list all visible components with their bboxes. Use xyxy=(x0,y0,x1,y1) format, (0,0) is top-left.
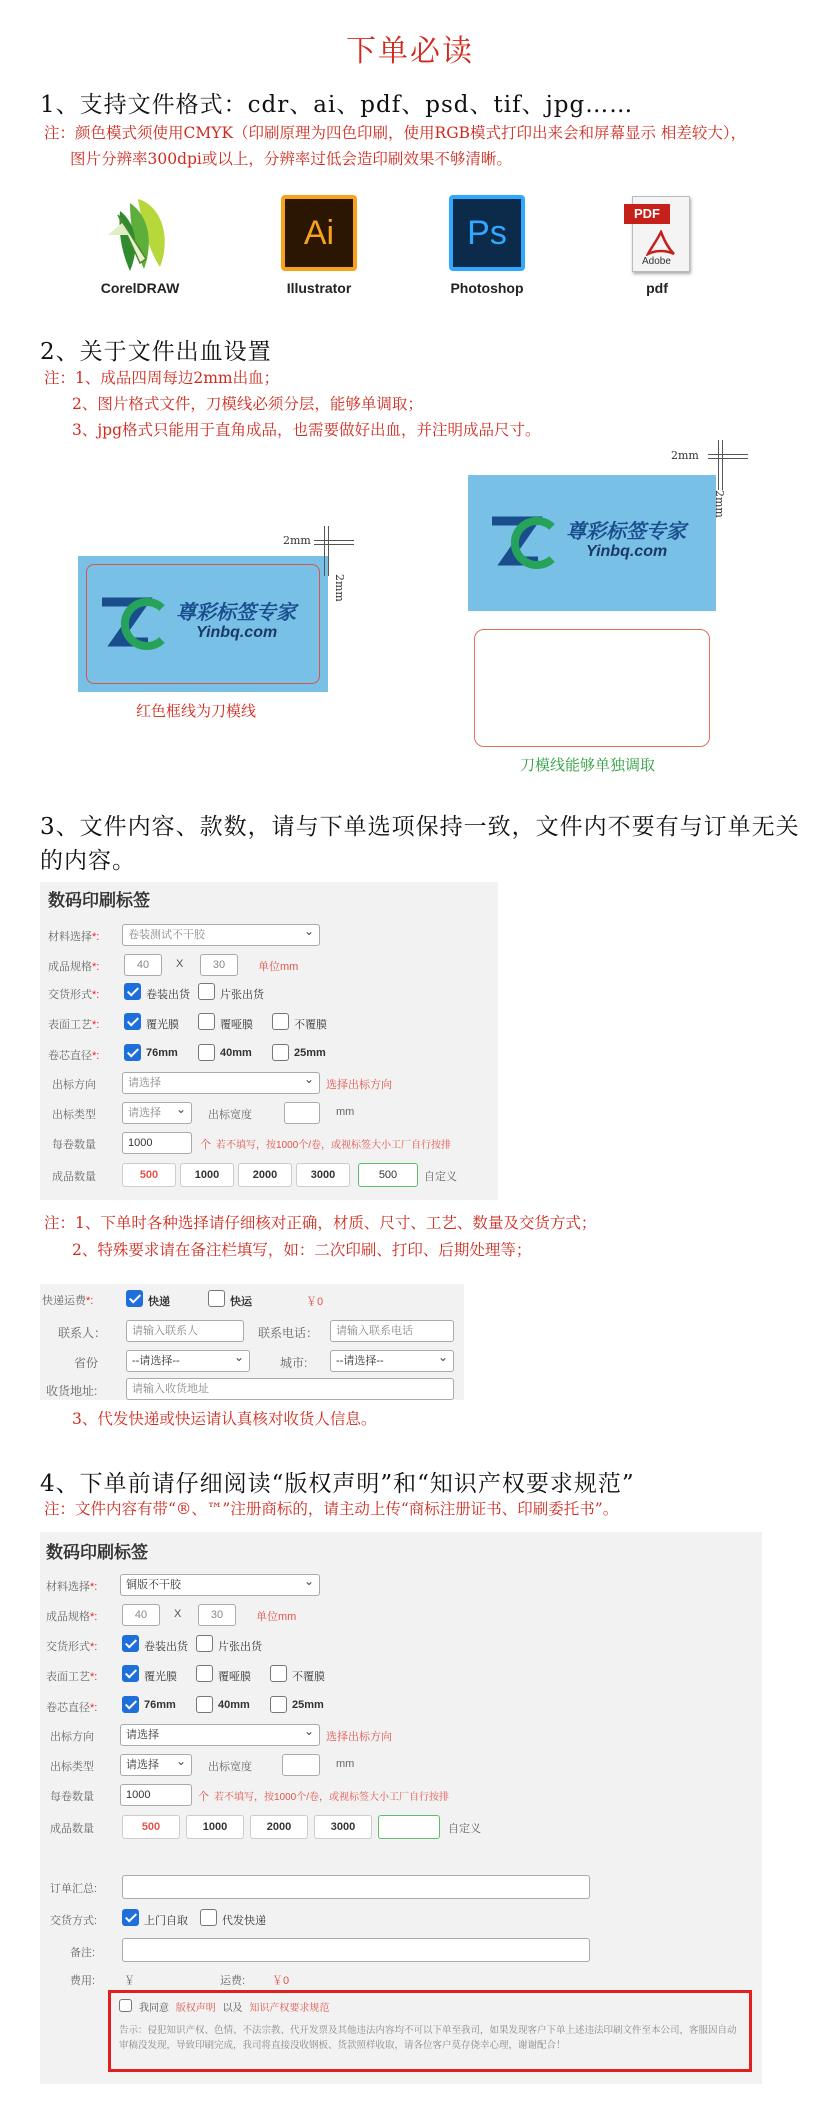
direction-hint: 选择出标方向 xyxy=(326,1079,392,1091)
order-form-2: 数码印刷标签 材料选择*: 铜版不干胶 ⌄ 成品规格*: 40 X 30 单位mm 交货形式*: 卷装出货 片张出货 表面工艺*: 覆光膜 覆哑膜 不覆膜 卷芯直径*: 76mm 40mm 25mm 出标方向 请选择 ⌄ 选择出标方向 出标类型 请选择 ⌄ 出标宽度 mm 每卷数量 1000 个 若不填写，按1000个/卷，或视标签大小工厂自行按排 成品数量 500 1000 2000 3000 自定义 订单汇总: 交货方式: 上门自取 代发快递 备注: 费用: ￥ 运费: ￥0 我同意 版权声明 以及 知识产权要求规范 告示：侵犯知识产权、色情、不法宗教、代开发票及其他违法内容均不可以下单至我司，如果发现客户下单上述违法印刷文件至本公司，客服因自动审稿没发现，导致印刷完成，我司将直接没收钢板、货款照样收取，请各位客户莫存侥幸心理，谢谢配合！ xyxy=(40,1532,762,2084)
material-label: 材料选择 xyxy=(46,1581,90,1593)
section3-note3: 3、代发快递或快运请认真核对收货人信息。 xyxy=(72,1410,377,1428)
roll-checkbox[interactable] xyxy=(124,983,141,1000)
qty-option[interactable]: 500 xyxy=(122,1815,180,1839)
order-form-1: 数码印刷标签 材料选择*: 卷装测试不干胶 ⌄ 成品规格*: 40 X 30 单位mm 交货形式*: 卷装出货 片张出货 表面工艺*: 覆光膜 覆哑膜 不覆膜 卷芯直径*: 76mm 40mm 25mm 出标方向 请选择 ⌄ 选择出标方向 出标类型 请选择 ⌄ 出标宽度 mm 每卷数量 1000 个 若不填写，按1000个/卷，或视标签大小工厂自行按排 成品数量 500 1000 2000 3000 500 自定义 xyxy=(40,882,498,1200)
core-25-label: 25mm xyxy=(292,1699,324,1711)
height-input[interactable]: 30 xyxy=(200,954,238,976)
agree-and: 以及 xyxy=(222,2003,243,2014)
brand-name: 尊彩标签专家 xyxy=(176,602,296,624)
height-input[interactable]: 30 xyxy=(198,1604,236,1626)
per-roll-input[interactable]: 1000 xyxy=(120,1784,192,1806)
core-25-label: 25mm xyxy=(294,1047,326,1059)
section3-heading-line2: 的内容。 xyxy=(40,848,136,874)
width-input[interactable]: 40 xyxy=(124,954,162,976)
phone-label: 联系电话： xyxy=(258,1326,319,1340)
photoshop-icon-text: Ps xyxy=(467,214,507,252)
sheet-label: 片张出货 xyxy=(220,989,264,1001)
type-select[interactable]: 请选择 ⌄ xyxy=(122,1102,192,1124)
province-label: 省份 xyxy=(74,1356,99,1370)
no-film-label: 不覆膜 xyxy=(294,1019,327,1031)
section2-note2: 2、图片格式文件，刀模线必须分层，能够单调取； xyxy=(72,395,423,413)
pdf-icon xyxy=(622,196,692,274)
coreldraw-icon xyxy=(100,195,180,279)
matte-checkbox[interactable] xyxy=(196,1665,213,1682)
type-select[interactable]: 请选择 ⌄ xyxy=(120,1754,192,1776)
label-width-input[interactable] xyxy=(284,1102,320,1124)
phone-input[interactable]: 请输入联系电话 xyxy=(330,1320,454,1342)
quantity-label: 成品数量 xyxy=(50,1823,94,1835)
surface-label: 表面工艺 xyxy=(46,1671,90,1683)
type-label: 出标类型 xyxy=(52,1109,96,1121)
material-select[interactable]: 卷装测试不干胶 ⌄ xyxy=(122,924,320,946)
section3-heading-line1: 3、文件内容、款数，请与下单选项保持一致，文件内不要有与订单无关 xyxy=(40,814,800,840)
agree-checkbox[interactable] xyxy=(119,1999,132,2012)
pdf-badge: PDF xyxy=(624,204,670,224)
roll-checkbox[interactable] xyxy=(122,1635,139,1652)
freight-fee-label: 运费: xyxy=(220,1975,246,1987)
summary-textarea[interactable] xyxy=(122,1875,590,1899)
section1-heading: 1、支持文件格式：cdr、ai、pdf、psd、tif、jpg…… xyxy=(40,92,634,118)
illustrator-icon xyxy=(281,195,357,271)
material-label: 材料选择 xyxy=(48,931,92,943)
custom-qty-label: 自定义 xyxy=(424,1171,457,1183)
section3-note1: 注：1、下单时各种选择请仔细核对正确，材质、尺寸、工艺、数量及交货方式； xyxy=(44,1214,597,1232)
qty-option[interactable]: 1000 xyxy=(180,1163,234,1187)
photoshop-icon xyxy=(449,195,525,271)
core-40-checkbox[interactable] xyxy=(196,1696,213,1713)
caption-die-line: 刀模线能够单独调取 xyxy=(520,756,656,774)
crop-mark-left xyxy=(314,526,354,576)
remark-textarea[interactable] xyxy=(122,1938,590,1962)
per-roll-input[interactable]: 1000 xyxy=(122,1132,192,1154)
contact-label: 联系人： xyxy=(58,1326,107,1340)
gloss-checkbox[interactable] xyxy=(124,1013,141,1030)
core-76-label: 76mm xyxy=(146,1047,178,1059)
core-40-label: 40mm xyxy=(218,1699,250,1711)
bleed-label-h-left: 2mm xyxy=(283,534,311,547)
sheet-label: 片张出货 xyxy=(218,1641,262,1653)
crop-mark-right xyxy=(708,440,748,490)
custom-qty-input[interactable]: 500 xyxy=(358,1163,418,1187)
core-76-label: 76mm xyxy=(144,1699,176,1711)
direction-label: 出标方向 xyxy=(50,1731,94,1743)
freight-checkbox[interactable] xyxy=(208,1290,225,1307)
gloss-label: 覆光膜 xyxy=(146,1019,179,1031)
express-label: 快递 xyxy=(148,1296,170,1308)
label-width-input[interactable] xyxy=(282,1754,320,1776)
illustrator-icon-text: Ai xyxy=(303,214,335,252)
qty-option[interactable]: 2000 xyxy=(238,1163,292,1187)
qty-option[interactable]: 500 xyxy=(122,1163,176,1187)
core-label: 卷芯直径 xyxy=(48,1050,92,1062)
size-unit: 单位mm xyxy=(258,961,299,973)
shipping-form: 快递运费*: 快递 快运 ￥0 联系人： 请输入联系人 联系电话： 请输入联系电话 省份 --请选择-- ⌄ 城市: --请选择-- ⌄ 收货地址: 请输入收货地址 xyxy=(40,1284,464,1400)
pdf-label: pdf xyxy=(646,280,668,296)
photoshop-label: Photoshop xyxy=(450,280,524,296)
qty-option[interactable]: 1000 xyxy=(186,1815,244,1839)
form-title: 数码印刷标签 xyxy=(46,1543,148,1562)
per-roll-hint: 若不填写，按1000个/卷，或视标签大小工厂自行按排 xyxy=(214,1792,450,1803)
copyright-link[interactable]: 版权声明 xyxy=(175,2003,216,2014)
core-25-checkbox[interactable] xyxy=(270,1696,287,1713)
core-76-checkbox[interactable] xyxy=(124,1044,141,1061)
city-select[interactable]: --请选择-- ⌄ xyxy=(330,1350,454,1372)
core-76-checkbox[interactable] xyxy=(122,1696,139,1713)
sheet-checkbox[interactable] xyxy=(196,1635,213,1652)
freight-fee-value: ￥0 xyxy=(272,1975,290,1987)
ship-label: 代发快递 xyxy=(222,1915,266,1927)
qty-option[interactable]: 2000 xyxy=(250,1815,308,1839)
gloss-checkbox[interactable] xyxy=(122,1665,139,1682)
bleed-card-left xyxy=(78,556,328,692)
width-input[interactable]: 40 xyxy=(122,1604,160,1626)
brand-name: 尊彩标签专家 xyxy=(566,521,686,543)
direction-label: 出标方向 xyxy=(52,1079,96,1091)
bleed-label-v-left: 2mm xyxy=(333,574,346,602)
label-width-unit: mm xyxy=(336,1106,355,1118)
ip-policy-link[interactable]: 知识产权要求规范 xyxy=(249,2003,330,2014)
bleed-label-h-right: 2mm xyxy=(671,449,699,462)
summary-label: 订单汇总: xyxy=(50,1883,98,1895)
per-roll-label: 每卷数量 xyxy=(52,1139,96,1151)
agree-text: 我同意 xyxy=(139,2003,169,2014)
coreldraw-label: CorelDRAW xyxy=(100,280,180,296)
freight-label: 快运 xyxy=(230,1296,252,1308)
caption-red-line: 红色框线为刀模线 xyxy=(136,702,257,720)
cost-label: 费用: xyxy=(70,1975,96,1987)
label-width-label: 出标宽度 xyxy=(208,1109,252,1121)
delivery-form-label: 交货形式 xyxy=(46,1641,90,1653)
address-label: 收货地址: xyxy=(46,1384,98,1398)
section2-note1: 注：1、成品四周每边2mm出血； xyxy=(44,369,280,387)
direction-hint: 选择出标方向 xyxy=(326,1731,392,1743)
per-roll-unit: 个 xyxy=(198,1791,209,1803)
no-film-checkbox[interactable] xyxy=(272,1013,289,1030)
material-select[interactable]: 铜版不干胶 ⌄ xyxy=(120,1574,320,1596)
brand-logo-icon xyxy=(488,513,558,573)
ship-checkbox[interactable] xyxy=(200,1909,217,1926)
section1-note2: 图片分辨率300dpi或以上，分辨率过低会造印刷效果不够清晰。 xyxy=(70,150,512,168)
brand-logo-icon xyxy=(98,594,168,654)
per-roll-label: 每卷数量 xyxy=(50,1791,94,1803)
qty-option[interactable]: 3000 xyxy=(314,1815,372,1839)
die-line-box xyxy=(474,629,710,747)
size-label: 成品规格 xyxy=(48,961,92,973)
matte-checkbox[interactable] xyxy=(198,1013,215,1030)
section3-note2: 2、特殊要求请在备注栏填写，如：二次印刷、打印、后期处理等； xyxy=(72,1241,532,1259)
size-label: 成品规格 xyxy=(46,1611,90,1623)
label-width-label: 出标宽度 xyxy=(208,1761,252,1773)
core-label: 卷芯直径 xyxy=(46,1702,90,1714)
cost-value: ￥ xyxy=(124,1975,135,1987)
address-input[interactable]: 请输入收货地址 xyxy=(126,1378,454,1400)
roll-label: 卷装出货 xyxy=(146,989,190,1001)
city-label: 城市: xyxy=(280,1356,308,1370)
label-width-unit: mm xyxy=(336,1758,355,1770)
surface-label: 表面工艺 xyxy=(48,1019,92,1031)
custom-qty-label: 自定义 xyxy=(448,1823,481,1835)
form-title: 数码印刷标签 xyxy=(48,891,150,910)
qty-option[interactable]: 3000 xyxy=(296,1163,350,1187)
direction-select[interactable]: 请选择 ⌄ xyxy=(122,1072,320,1094)
adobe-label: Adobe xyxy=(642,256,671,267)
quantity-label: 成品数量 xyxy=(52,1171,96,1183)
core-40-checkbox[interactable] xyxy=(198,1044,215,1061)
per-roll-hint: 若不填写，按1000个/卷，或视标签大小工厂自行按排 xyxy=(216,1140,452,1151)
delivery-method-label: 交货方式: xyxy=(50,1915,98,1927)
no-film-checkbox[interactable] xyxy=(270,1665,287,1682)
bleed-card-right xyxy=(468,475,716,611)
shipping-fee-label: 快递运费 xyxy=(42,1295,86,1307)
type-label: 出标类型 xyxy=(50,1761,94,1773)
section2-note3: 3、jpg格式只能用于直角成品，也需要做好出血，并注明成品尺寸。 xyxy=(72,421,541,439)
core-25-checkbox[interactable] xyxy=(272,1044,289,1061)
per-roll-unit: 个 xyxy=(200,1139,211,1151)
bleed-label-v-right: 2mm xyxy=(713,490,726,518)
size-unit: 单位mm xyxy=(256,1611,297,1623)
shipping-fee: ￥0 xyxy=(306,1296,324,1308)
warning-notice: 告示：侵犯知识产权、色情、不法宗教、代开发票及其他违法内容均不可以下单至我司，如果发现客户下单上述违法印刷文件至本公司，客服因自动审稿没发现，导致印刷完成，我司将直接没收钢板、货款照样收取，请各位客户莫存侥幸心理，谢谢配合！ xyxy=(119,2025,737,2051)
size-x: X xyxy=(176,958,184,970)
no-film-label: 不覆膜 xyxy=(292,1671,325,1683)
core-40-label: 40mm xyxy=(220,1047,252,1059)
section1-note1: 注：颜色模式须使用CMYK（印刷原理为四色印刷，使用RGB模式打印出来会和屏幕显示 相差较大）， xyxy=(44,124,747,142)
agreement-box xyxy=(108,1990,752,2072)
section4-heading: 4、下单前请仔细阅读“版权声明”和“知识产权要求规范” xyxy=(40,1471,635,1497)
brand-url: Yinbq.com xyxy=(196,624,278,641)
roll-label: 卷装出货 xyxy=(144,1641,188,1653)
contact-input[interactable]: 请输入联系人 xyxy=(126,1320,244,1342)
section2-heading: 2、关于文件出血设置 xyxy=(40,339,272,365)
matte-label: 覆哑膜 xyxy=(220,1019,253,1031)
matte-label: 覆哑膜 xyxy=(218,1671,251,1683)
sheet-checkbox[interactable] xyxy=(198,983,215,1000)
gloss-label: 覆光膜 xyxy=(144,1671,177,1683)
direction-select[interactable]: 请选择 ⌄ xyxy=(120,1724,320,1746)
section4-note: 注：文件内容有带“®、™”注册商标的，请主动上传“商标注册证书、印刷委托书”。 xyxy=(44,1500,619,1518)
delivery-form-label: 交货形式 xyxy=(48,989,92,1001)
province-select[interactable]: --请选择-- ⌄ xyxy=(126,1350,250,1372)
custom-qty-input[interactable] xyxy=(378,1815,440,1839)
pickup-checkbox[interactable] xyxy=(122,1909,139,1926)
brand-url: Yinbq.com xyxy=(586,543,668,560)
remark-label: 备注: xyxy=(70,1947,96,1959)
size-x: X xyxy=(174,1608,182,1620)
page-title: 下单必读 xyxy=(346,34,474,69)
illustrator-label: Illustrator xyxy=(286,280,352,296)
pickup-label: 上门自取 xyxy=(144,1915,188,1927)
express-checkbox[interactable] xyxy=(126,1290,143,1307)
